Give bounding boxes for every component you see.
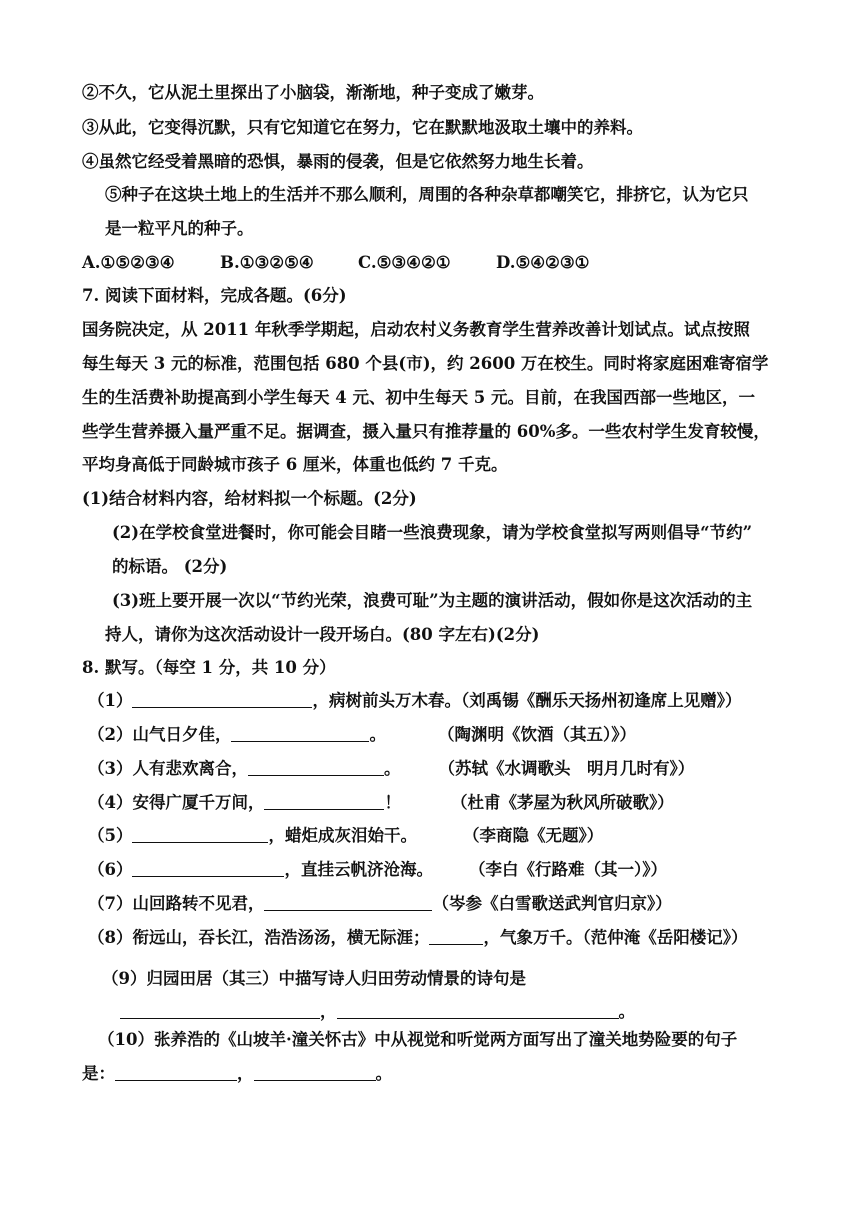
item-source: （李商隐《无题》）: [462, 826, 604, 845]
q8-item-3: [88, 758, 694, 780]
answer-blank[interactable]: [115, 1064, 237, 1081]
item-number: （4）: [88, 793, 133, 812]
item-punct: ，: [237, 1064, 254, 1083]
q6-sentence-3: ③从此，它变得沉默，只有它知道它在努力，它在默默地汲取土壤中的养料。: [82, 118, 643, 137]
item-punct: ！: [384, 793, 401, 812]
item-text: 衔远山，吞长江，浩浩汤汤，横无际涯；: [132, 928, 430, 947]
q8-item-5: [88, 825, 603, 847]
item-source: （陶渊明《饮酒（其五）》）: [437, 725, 636, 744]
item-punct: 。: [618, 1002, 635, 1021]
q7-material-line4: 些学生营养摄入量严重不足。据调查，摄入量只有推荐量的 60%多。一些农村学生发育较慢，: [82, 422, 770, 441]
q6-options: [82, 252, 589, 274]
item-number: （5）: [88, 826, 133, 845]
q6-sentence-2: ②不久，它从泥土里探出了小脑袋，渐渐地，种子变成了嫩芽。: [82, 83, 544, 102]
q7-sub1: (1)结合材料内容，给材料拟一个标题。(2分): [82, 489, 417, 508]
q8-item-10-answer-line: [82, 1063, 392, 1085]
q6-sentence-5-line1: ⑤种子在这块土地上的生活并不那么顺利，周围的各种杂草都嘲笑它，排挤它，认为它只: [105, 185, 749, 204]
answer-blank[interactable]: [337, 1002, 619, 1019]
item-source: （杜甫《茅屋为秋风所破歌》）: [450, 793, 674, 812]
option-d: D.⑤④②③①: [496, 253, 590, 272]
item-punct: ，: [320, 1002, 337, 1021]
item-text: ，蜡炬成灰泪始干。: [268, 826, 417, 845]
option-a: A.①⑤②③④: [82, 253, 175, 272]
q7-sub3-line2: 持人，请你为这次活动设计一段开场白。(80 字左右)(2分): [105, 625, 540, 644]
q7-material-line1: 国务院决定，从 2011 年秋季学期起，启动农村义务教育学生营养改善计划试点。试点按照: [82, 320, 750, 339]
q8-item-6: [88, 859, 667, 881]
answer-blank[interactable]: [231, 725, 369, 742]
q8-item-8: [88, 927, 747, 949]
q7-material-line5: 平均身高低于同龄城市孩子 6 厘米，体重也低约 7 千克。: [82, 455, 508, 474]
q6-sentence-4: ④虽然它经受着黑暗的恐惧，暴雨的侵袭，但是它依然努力地生长着。: [82, 152, 594, 171]
item-number: （2）: [88, 725, 133, 744]
item-source: （李白《行路难（其一）》）: [468, 860, 667, 879]
answer-blank[interactable]: [429, 928, 483, 945]
q8-heading: 8. 默写。（每空 1 分，共 10 分）: [82, 658, 336, 677]
item-punct: 。: [383, 759, 401, 778]
answer-blank[interactable]: [120, 1002, 320, 1019]
item-source: （苏轼《水调歌头 明月几时有》）: [438, 759, 695, 778]
q6-sentence-5-line2: 是一粒平凡的种子。: [105, 219, 254, 238]
answer-blank[interactable]: [254, 1064, 376, 1081]
item-text: 安得广厦千万间，: [132, 793, 265, 812]
item-source: （岑参《白雪歌送武判官归京》）: [432, 894, 672, 913]
q7-heading: 7. 阅读下面材料，完成各题。(6分): [82, 286, 347, 305]
item-punct: 。: [369, 725, 386, 744]
q8-item-2: [88, 724, 636, 746]
item-number: （7）: [88, 894, 133, 913]
answer-blank[interactable]: [132, 826, 268, 843]
item-number: （1）: [88, 691, 133, 710]
item-source: （刘禹锡《酬乐天扬州初逢席上见赠》）: [460, 691, 742, 710]
q8-item-9-answer-line: [120, 1001, 635, 1023]
item-source: （范仲淹《岳阳楼记》）: [582, 928, 748, 947]
item-text: 山回路转不见君，: [132, 894, 265, 913]
answer-blank[interactable]: [132, 691, 312, 708]
option-c: C.⑤③④②①: [358, 253, 451, 272]
item-text: 山气日夕佳，: [132, 725, 232, 744]
q8-item-4: [88, 792, 674, 814]
item-text: ，直挂云帆济沧海。: [284, 860, 433, 879]
item-text: ，病树前头万木春。: [312, 691, 461, 710]
q7-material-line2: 每生每天 3 元的标准，范围包括 680 个县(市)，约 2600 万在校生。同时将家庭困难寄宿学: [82, 354, 769, 373]
item-text: 人有悲欢离合，: [132, 759, 248, 778]
q7-sub2-line2: 的标语。 (2分): [112, 557, 228, 576]
answer-blank[interactable]: [264, 894, 432, 911]
q8-item-1: [88, 690, 741, 712]
answer-blank[interactable]: [248, 759, 384, 776]
q7-sub2-line1: (2)在学校食堂进餐时，你可能会目睹一些浪费现象，请为学校食堂拟写两则倡导“节约”: [112, 523, 753, 542]
item-number: （8）: [88, 928, 133, 947]
answer-blank[interactable]: [264, 793, 384, 810]
option-b: B.①③②⑤④: [220, 253, 314, 272]
answer-blank[interactable]: [132, 860, 284, 877]
item-text: ，气象万千。: [483, 928, 583, 947]
item-number: （3）: [88, 759, 133, 778]
q7-material-line3: 生的生活费补助提高到小学生每天 4 元、初中生每天 5 元。目前，在我国西部一些地区，一: [82, 388, 755, 407]
item-text: 是：: [82, 1064, 115, 1083]
item-punct: 。: [375, 1064, 392, 1083]
q8-item-10-prompt: （10）张养浩的《山坡羊·潼关怀古》中从视觉和听觉两方面写出了潼关地势险要的句子: [98, 1030, 738, 1049]
q8-item-7: [88, 893, 672, 915]
item-number: （6）: [88, 860, 133, 879]
q8-item-9-prompt: （9）归园田居（其三）中描写诗人归田劳动情景的诗句是: [102, 969, 526, 988]
q7-sub3-line1: (3)班上要开展一次以“节约光荣，浪费可耻”为主题的演讲活动，假如你是这次活动的主: [112, 591, 753, 610]
